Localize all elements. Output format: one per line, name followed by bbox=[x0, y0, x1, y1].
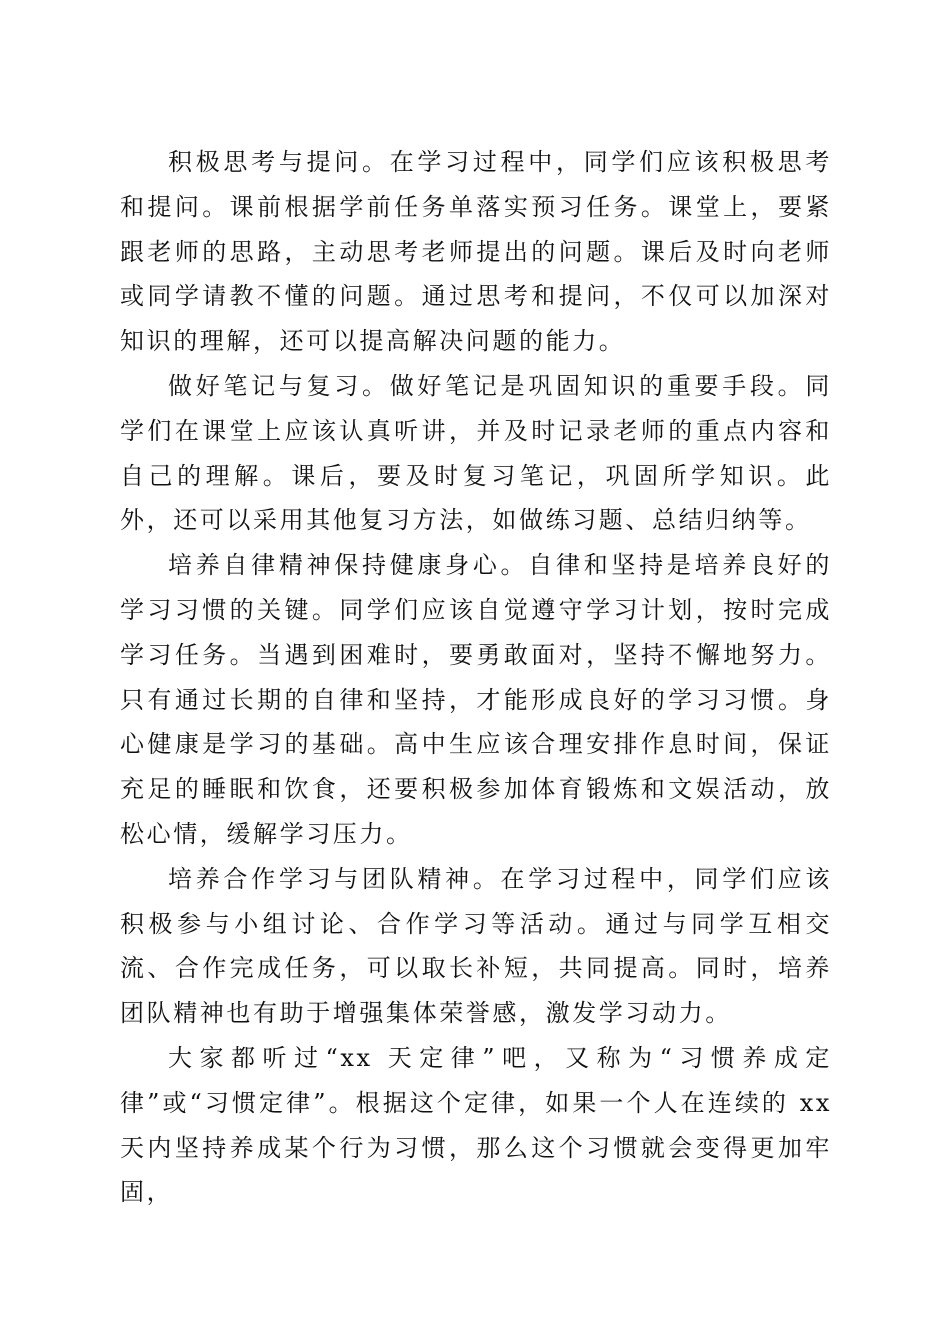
paragraph-cooperation-teamwork: 培养合作学习与团队精神。在学习过程中，同学们应该积极参与小组讨论、合作学习等活动。通过与同学互相交流、合作完成任务，可以取长补短，共同提高。同时，培养团队精神也有助于增强集体荣誉感，激发学习动力。 bbox=[120, 864, 832, 1028]
paragraph-notes-review: 做好笔记与复习。做好笔记是巩固知识的重要手段。同学们在课堂上应该认真听讲，并及时记录老师的重点内容和自己的理解。课后，要及时复习笔记，巩固所学知识。此外，还可以采用其他复习方法，如做练习题、总结归纳等。 bbox=[120, 371, 832, 535]
paragraph-thinking-questioning: 积极思考与提问。在学习过程中，同学们应该积极思考和提问。课前根据学前任务单落实预习任务。课堂上，要紧跟老师的思路，主动思考老师提出的问题。课后及时向老师或同学请教不懂的问题。通过思考和提问，不仅可以加深对知识的理解，还可以提高解决问题的能力。 bbox=[120, 148, 832, 356]
document-body bbox=[120, 140, 832, 1215]
paragraph-habit-law: 大家都听过“xx 天定律”吧，又称为“习惯养成定律”或“习惯定律”。根据这个定律，如果一个人在连续的 xx 天内坚持养成某个行为习惯，那么这个习惯就会变得更加牢固， bbox=[120, 1043, 832, 1207]
paragraph-self-discipline-health: 培养自律精神保持健康身心。自律和坚持是培养良好的学习习惯的关键。同学们应该自觉遵守学习计划，按时完成学习任务。当遇到困难时，要勇敢面对，坚持不懈地努力。只有通过长期的自律和坚持，才能形成良好的学习习惯。身心健康是学习的基础。高中生应该合理安排作息时间，保证充足的睡眠和饮食，还要积极参加体育锻炼和文娱活动，放松心情，缓解学习压力。 bbox=[120, 551, 832, 848]
